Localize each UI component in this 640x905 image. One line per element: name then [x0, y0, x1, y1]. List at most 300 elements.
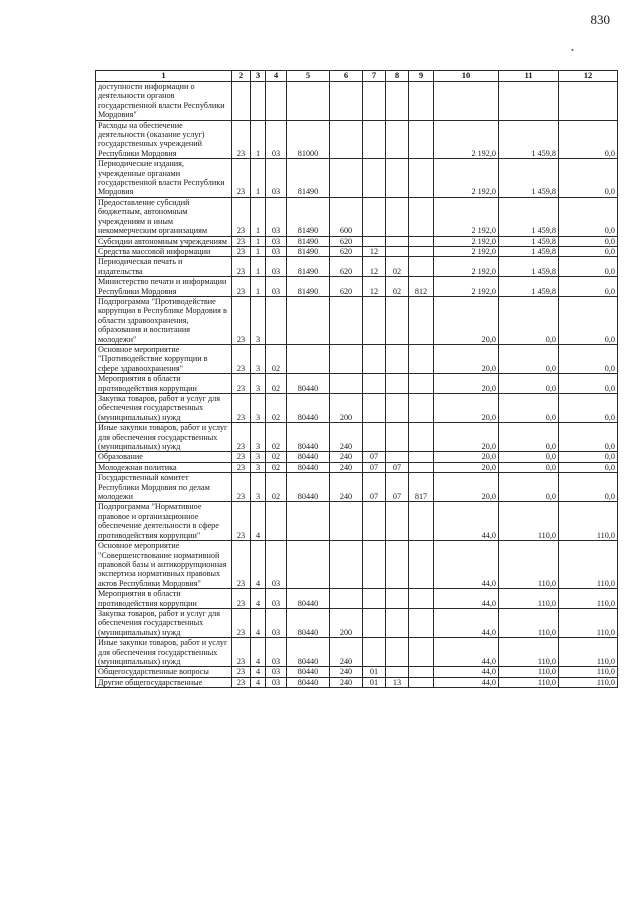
- code-cell: [409, 638, 434, 667]
- code-cell: 23: [232, 608, 251, 637]
- amount-cell: 1 459,8: [499, 159, 559, 198]
- code-cell: [363, 159, 386, 198]
- code-cell: 1: [251, 277, 266, 297]
- code-cell: 23: [232, 197, 251, 236]
- code-cell: 3: [251, 423, 266, 452]
- code-cell: 03: [266, 277, 287, 297]
- code-cell: 07: [363, 462, 386, 472]
- code-cell: 23: [232, 667, 251, 677]
- code-cell: [363, 374, 386, 394]
- amount-cell: 110,0: [559, 667, 618, 677]
- code-cell: 02: [266, 473, 287, 502]
- row-name-cell: Закупка товаров, работ и услуг для обеспечения государственных (муниципальных) нужд: [96, 608, 232, 637]
- table-row: [96, 677, 618, 687]
- row-name-cell: Основное мероприятие "Совершенствование нормативной правовой базы и антикоррупционная экспертиза нормативных правовых актов Республики Мордовия": [96, 541, 232, 589]
- code-cell: [330, 296, 363, 344]
- code-cell: 3: [251, 296, 266, 344]
- row-name-cell: Мероприятия в области противодействия коррупции: [96, 374, 232, 394]
- table-row: [96, 667, 618, 677]
- row-name-cell: Подпрограмма "Противодействие коррупции в Республике Мордовия в области здравоохранения, образования и воспитания молодежи": [96, 296, 232, 344]
- code-cell: [409, 423, 434, 452]
- code-cell: 23: [232, 257, 251, 277]
- amount-cell: 1 459,8: [499, 246, 559, 256]
- code-cell: [330, 344, 363, 373]
- code-cell: 4: [251, 677, 266, 687]
- amount-cell: 110,0: [499, 541, 559, 589]
- code-cell: 240: [330, 638, 363, 667]
- table-row: [96, 502, 618, 541]
- table-row: [96, 296, 618, 344]
- code-cell: 1: [251, 120, 266, 159]
- amount-cell: 110,0: [499, 638, 559, 667]
- code-cell: 80440: [287, 423, 330, 452]
- code-cell: 01: [363, 677, 386, 687]
- code-cell: [363, 638, 386, 667]
- code-cell: [386, 344, 409, 373]
- code-cell: 80440: [287, 374, 330, 394]
- table-header-row: [96, 71, 618, 82]
- code-cell: [409, 197, 434, 236]
- amount-cell: 0,0: [559, 344, 618, 373]
- code-cell: 23: [232, 677, 251, 687]
- code-cell: 620: [330, 277, 363, 297]
- code-cell: 81490: [287, 197, 330, 236]
- code-cell: 620: [330, 257, 363, 277]
- amount-cell: 0,0: [499, 394, 559, 423]
- row-name-cell: Общегосударственные вопросы: [96, 667, 232, 677]
- amount-cell: 110,0: [559, 541, 618, 589]
- code-cell: 07: [386, 462, 409, 472]
- code-cell: 23: [232, 246, 251, 256]
- code-cell: [386, 589, 409, 609]
- code-cell: [330, 541, 363, 589]
- table-row: [96, 423, 618, 452]
- code-cell: 02: [386, 257, 409, 277]
- code-cell: [287, 344, 330, 373]
- amount-cell: 2 192,0: [434, 246, 499, 256]
- code-cell: [386, 246, 409, 256]
- amount-cell: 110,0: [559, 502, 618, 541]
- amount-cell: 2 192,0: [434, 120, 499, 159]
- amount-cell: 0,0: [559, 374, 618, 394]
- code-cell: 23: [232, 344, 251, 373]
- code-cell: [330, 120, 363, 159]
- amount-cell: 0,0: [559, 197, 618, 236]
- code-cell: 02: [266, 394, 287, 423]
- code-cell: [386, 667, 409, 677]
- amount-cell: 1 459,8: [499, 197, 559, 236]
- amount-cell: 44,0: [434, 541, 499, 589]
- code-cell: 3: [251, 462, 266, 472]
- code-cell: 240: [330, 473, 363, 502]
- row-name-cell: Средства массовой информации: [96, 246, 232, 256]
- code-cell: 80440: [287, 608, 330, 637]
- code-cell: [363, 502, 386, 541]
- code-cell: 23: [232, 589, 251, 609]
- page-number: 830: [590, 12, 610, 27]
- amount-cell: 20,0: [434, 452, 499, 462]
- amount-cell: 0,0: [499, 462, 559, 472]
- column-header: 6: [330, 71, 363, 82]
- code-cell: [363, 589, 386, 609]
- amount-cell: 110,0: [559, 589, 618, 609]
- amount-cell: 0,0: [499, 452, 559, 462]
- code-cell: 23: [232, 236, 251, 246]
- column-header: 3: [251, 71, 266, 82]
- amount-cell: 1 459,8: [499, 120, 559, 159]
- code-cell: [287, 541, 330, 589]
- code-cell: 812: [409, 277, 434, 297]
- code-cell: 200: [330, 608, 363, 637]
- code-cell: [409, 462, 434, 472]
- code-cell: 23: [232, 638, 251, 667]
- code-cell: 4: [251, 502, 266, 541]
- table-row: [96, 159, 618, 198]
- code-cell: 80440: [287, 589, 330, 609]
- code-cell: 240: [330, 667, 363, 677]
- row-name-cell: Расходы на обеспечение деятельности (оказание услуг) государственных учреждений Республики Мордовия: [96, 120, 232, 159]
- amount-cell: 2 192,0: [434, 277, 499, 297]
- amount-cell: 2 192,0: [434, 257, 499, 277]
- code-cell: [363, 608, 386, 637]
- code-cell: 80440: [287, 473, 330, 502]
- amount-cell: 2 192,0: [434, 159, 499, 198]
- code-cell: 03: [266, 638, 287, 667]
- amount-cell: 20,0: [434, 344, 499, 373]
- table-row: [96, 374, 618, 394]
- amount-cell: 1 459,8: [499, 257, 559, 277]
- amount-cell: 20,0: [434, 394, 499, 423]
- code-cell: 01: [363, 667, 386, 677]
- code-cell: 1: [251, 246, 266, 256]
- code-cell: 23: [232, 120, 251, 159]
- row-name-cell: Основное мероприятие "Противодействие коррупции в сфере здравоохранения": [96, 344, 232, 373]
- code-cell: 240: [330, 677, 363, 687]
- amount-cell: [499, 82, 559, 121]
- row-name-cell: Предоставление субсидий бюджетным, автономным учреждениям и иным некоммерческим организациям: [96, 197, 232, 236]
- table-row: [96, 257, 618, 277]
- amount-cell: 20,0: [434, 296, 499, 344]
- code-cell: 23: [232, 394, 251, 423]
- code-cell: 1: [251, 197, 266, 236]
- code-cell: [386, 423, 409, 452]
- code-cell: [386, 608, 409, 637]
- code-cell: 80440: [287, 677, 330, 687]
- code-cell: [386, 82, 409, 121]
- code-cell: 81490: [287, 277, 330, 297]
- code-cell: 12: [363, 277, 386, 297]
- code-cell: [363, 296, 386, 344]
- column-header: 11: [499, 71, 559, 82]
- code-cell: 81000: [287, 120, 330, 159]
- table-row: [96, 638, 618, 667]
- code-cell: [386, 502, 409, 541]
- code-cell: [409, 608, 434, 637]
- code-cell: 3: [251, 473, 266, 502]
- code-cell: [363, 423, 386, 452]
- code-cell: [409, 159, 434, 198]
- code-cell: [386, 452, 409, 462]
- code-cell: 03: [266, 608, 287, 637]
- row-name-cell: Мероприятия в области противодействия коррупции: [96, 589, 232, 609]
- code-cell: 3: [251, 374, 266, 394]
- amount-cell: 0,0: [499, 423, 559, 452]
- code-cell: [266, 296, 287, 344]
- code-cell: 23: [232, 159, 251, 198]
- amount-cell: 2 192,0: [434, 197, 499, 236]
- amount-cell: 44,0: [434, 608, 499, 637]
- code-cell: [386, 394, 409, 423]
- code-cell: 4: [251, 589, 266, 609]
- row-name-cell: Субсидии автономным учреждениям: [96, 236, 232, 246]
- row-name-cell: Периодические издания, учрежденные органами государственной власти Республики Мордовия: [96, 159, 232, 198]
- row-name-cell: Другие общегосударственные: [96, 677, 232, 687]
- code-cell: 200: [330, 394, 363, 423]
- code-cell: 80440: [287, 462, 330, 472]
- amount-cell: 44,0: [434, 638, 499, 667]
- column-header: 7: [363, 71, 386, 82]
- table-body: [96, 82, 618, 688]
- code-cell: 620: [330, 246, 363, 256]
- code-cell: 03: [266, 589, 287, 609]
- amount-cell: 110,0: [559, 677, 618, 687]
- code-cell: 4: [251, 541, 266, 589]
- code-cell: [287, 502, 330, 541]
- table-row: [96, 246, 618, 256]
- code-cell: [409, 257, 434, 277]
- code-cell: 23: [232, 462, 251, 472]
- table-row: [96, 236, 618, 246]
- code-cell: 03: [266, 236, 287, 246]
- code-cell: [330, 159, 363, 198]
- column-header: 4: [266, 71, 287, 82]
- code-cell: 1: [251, 159, 266, 198]
- amount-cell: 0,0: [559, 277, 618, 297]
- table-row: [96, 608, 618, 637]
- code-cell: [232, 82, 251, 121]
- table-row: [96, 462, 618, 472]
- code-cell: [330, 502, 363, 541]
- code-cell: 12: [363, 246, 386, 256]
- amount-cell: 0,0: [559, 120, 618, 159]
- row-name-cell: Периодическая печать и издательства: [96, 257, 232, 277]
- amount-cell: 20,0: [434, 374, 499, 394]
- amount-cell: 110,0: [559, 638, 618, 667]
- amount-cell: 0,0: [559, 246, 618, 256]
- code-cell: 4: [251, 667, 266, 677]
- code-cell: 1: [251, 236, 266, 246]
- code-cell: 3: [251, 344, 266, 373]
- code-cell: 02: [266, 462, 287, 472]
- amount-cell: 20,0: [434, 462, 499, 472]
- amount-cell: 44,0: [434, 589, 499, 609]
- code-cell: 03: [266, 246, 287, 256]
- table-row: [96, 120, 618, 159]
- code-cell: 13: [386, 677, 409, 687]
- code-cell: [409, 667, 434, 677]
- code-cell: [409, 541, 434, 589]
- code-cell: 07: [363, 473, 386, 502]
- code-cell: 23: [232, 423, 251, 452]
- code-cell: 02: [266, 452, 287, 462]
- code-cell: 23: [232, 452, 251, 462]
- column-header: 5: [287, 71, 330, 82]
- code-cell: [409, 677, 434, 687]
- code-cell: 12: [363, 257, 386, 277]
- code-cell: [287, 82, 330, 121]
- amount-cell: 44,0: [434, 667, 499, 677]
- code-cell: [386, 638, 409, 667]
- code-cell: 02: [266, 374, 287, 394]
- code-cell: 02: [266, 344, 287, 373]
- code-cell: 23: [232, 277, 251, 297]
- column-header: 9: [409, 71, 434, 82]
- code-cell: 600: [330, 197, 363, 236]
- code-cell: [330, 82, 363, 121]
- code-cell: 240: [330, 423, 363, 452]
- code-cell: 80440: [287, 638, 330, 667]
- code-cell: 07: [386, 473, 409, 502]
- table-row: [96, 344, 618, 373]
- code-cell: 03: [266, 541, 287, 589]
- row-name-cell: Закупка товаров, работ и услуг для обеспечения государственных (муниципальных) нужд: [96, 394, 232, 423]
- amount-cell: 0,0: [559, 423, 618, 452]
- code-cell: [386, 120, 409, 159]
- code-cell: [363, 541, 386, 589]
- column-header: 1: [96, 71, 232, 82]
- amount-cell: 0,0: [499, 344, 559, 373]
- column-header: 12: [559, 71, 618, 82]
- code-cell: [386, 197, 409, 236]
- table-row: [96, 277, 618, 297]
- table-row: [96, 82, 618, 121]
- code-cell: [386, 296, 409, 344]
- amount-cell: 0,0: [559, 394, 618, 423]
- code-cell: 81490: [287, 257, 330, 277]
- code-cell: [363, 82, 386, 121]
- code-cell: [409, 374, 434, 394]
- amount-cell: 0,0: [499, 296, 559, 344]
- code-cell: 81490: [287, 159, 330, 198]
- amount-cell: 1 459,8: [499, 277, 559, 297]
- row-name-cell: доступности информации о деятельности органов государственной власти Республики Мордовия": [96, 82, 232, 121]
- code-cell: 23: [232, 541, 251, 589]
- amount-cell: [434, 82, 499, 121]
- code-cell: 81490: [287, 246, 330, 256]
- amount-cell: [559, 82, 618, 121]
- code-cell: 03: [266, 677, 287, 687]
- amount-cell: 110,0: [499, 608, 559, 637]
- code-cell: 23: [232, 296, 251, 344]
- amount-cell: 20,0: [434, 423, 499, 452]
- amount-cell: 44,0: [434, 502, 499, 541]
- code-cell: [409, 236, 434, 246]
- code-cell: [363, 197, 386, 236]
- row-name-cell: Иные закупки товаров, работ и услуг для обеспечения государственных (муниципальных) нужд: [96, 638, 232, 667]
- amount-cell: 0,0: [559, 473, 618, 502]
- code-cell: 23: [232, 502, 251, 541]
- row-name-cell: Подпрограмма "Нормативное правовое и организационное обеспечение деятельности в сфере противодействия коррупции": [96, 502, 232, 541]
- code-cell: [266, 82, 287, 121]
- amount-cell: 0,0: [559, 257, 618, 277]
- code-cell: 03: [266, 257, 287, 277]
- code-cell: [363, 236, 386, 246]
- amount-cell: 0,0: [559, 159, 618, 198]
- code-cell: [363, 394, 386, 423]
- code-cell: 3: [251, 452, 266, 462]
- row-name-cell: Министерство печати и информации Республики Мордовия: [96, 277, 232, 297]
- code-cell: [386, 541, 409, 589]
- code-cell: 03: [266, 667, 287, 677]
- amount-cell: 110,0: [499, 502, 559, 541]
- code-cell: 80440: [287, 667, 330, 677]
- code-cell: [409, 394, 434, 423]
- code-cell: 02: [386, 277, 409, 297]
- code-cell: [409, 452, 434, 462]
- code-cell: [330, 374, 363, 394]
- code-cell: [251, 82, 266, 121]
- amount-cell: 1 459,8: [499, 236, 559, 246]
- code-cell: 620: [330, 236, 363, 246]
- code-cell: 240: [330, 452, 363, 462]
- row-name-cell: Образование: [96, 452, 232, 462]
- code-cell: 1: [251, 257, 266, 277]
- code-cell: [386, 159, 409, 198]
- code-cell: 02: [266, 423, 287, 452]
- code-cell: [330, 589, 363, 609]
- code-cell: 4: [251, 638, 266, 667]
- code-cell: 80440: [287, 452, 330, 462]
- code-cell: [266, 502, 287, 541]
- amount-cell: 0,0: [499, 473, 559, 502]
- code-cell: [363, 120, 386, 159]
- amount-cell: 44,0: [434, 677, 499, 687]
- row-name-cell: Государственный комитет Республики Мордовия по делам молодежи: [96, 473, 232, 502]
- code-cell: [409, 502, 434, 541]
- amount-cell: 2 192,0: [434, 236, 499, 246]
- code-cell: [409, 296, 434, 344]
- column-header: 2: [232, 71, 251, 82]
- amount-cell: 0,0: [559, 462, 618, 472]
- amount-cell: 20,0: [434, 473, 499, 502]
- code-cell: 03: [266, 159, 287, 198]
- code-cell: 817: [409, 473, 434, 502]
- code-cell: [409, 344, 434, 373]
- code-cell: [386, 236, 409, 246]
- budget-table: [95, 70, 618, 688]
- table-row: [96, 452, 618, 462]
- amount-cell: 110,0: [499, 677, 559, 687]
- amount-cell: 0,0: [559, 296, 618, 344]
- table-row: [96, 589, 618, 609]
- scan-speck: •: [571, 46, 574, 55]
- amount-cell: 0,0: [499, 374, 559, 394]
- code-cell: [409, 120, 434, 159]
- amount-cell: 110,0: [499, 667, 559, 677]
- code-cell: 3: [251, 394, 266, 423]
- code-cell: 23: [232, 473, 251, 502]
- code-cell: 03: [266, 120, 287, 159]
- code-cell: [409, 246, 434, 256]
- column-header: 8: [386, 71, 409, 82]
- amount-cell: 0,0: [559, 452, 618, 462]
- row-name-cell: Молодежная политика: [96, 462, 232, 472]
- code-cell: [287, 296, 330, 344]
- row-name-cell: Иные закупки товаров, работ и услуг для обеспечения государственных (муниципальных) нужд: [96, 423, 232, 452]
- amount-cell: 110,0: [499, 589, 559, 609]
- code-cell: [386, 374, 409, 394]
- table-row: [96, 541, 618, 589]
